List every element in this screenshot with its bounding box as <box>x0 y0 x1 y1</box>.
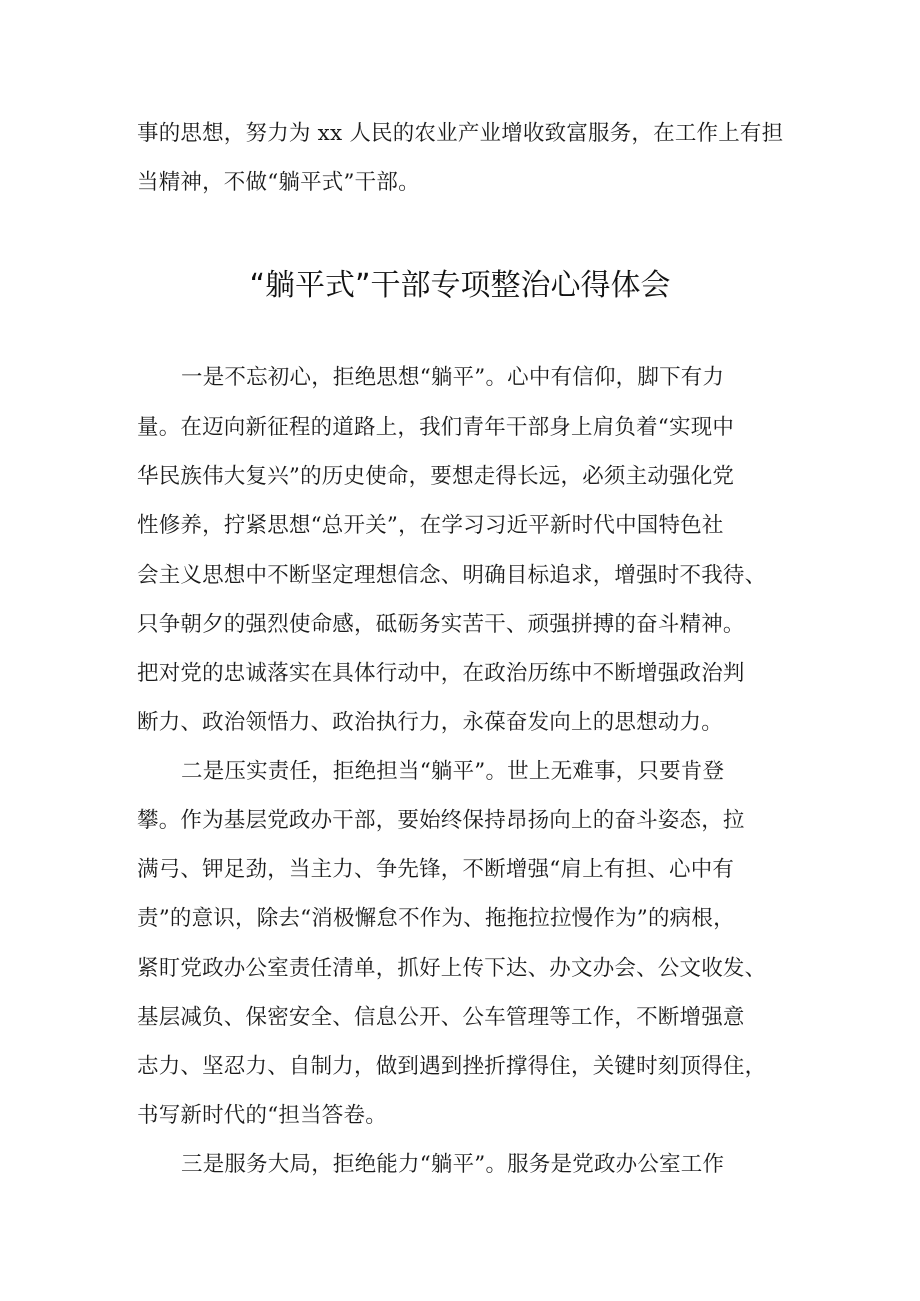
body-text-line: 华民族伟大复兴”的历史使命，要想走得长远，必须主动强化党 <box>137 464 735 489</box>
body-text-line: 满弓、钾足劲，当主力、争先锋，不断增强“肩上有担、心中有 <box>137 857 735 882</box>
body-text-line: 事的思想，努力为 xx 人民的农业产业增收致富服务，在工作上有担 <box>137 121 784 146</box>
body-text-line: 当精神，不做“躺平式”干部。 <box>137 170 420 195</box>
paragraph-first-line: 二是压实责任，拒绝担当“躺平”。世上无难事，只要肯登 <box>181 759 725 784</box>
body-text-line: 责”的意识，除去“消极懈怠不作为、拖拖拉拉慢作为”的病根， <box>137 906 735 931</box>
body-text-line: 基层减负、保密安全、信息公开、公车管理等工作，不断增强意 <box>137 1005 745 1030</box>
body-text-line: 断力、政治领悟力、政治执行力，永葆奋发向上的思想动力。 <box>137 710 723 735</box>
body-text-line: 攀。作为基层党政办干部，要始终保持昂扬向上的奋斗姿态，拉 <box>137 808 745 833</box>
body-text-line: 量。在迈向新征程的道路上，我们青年干部身上肩负着“实现中 <box>137 415 735 440</box>
paragraph-first-line: 三是服务大局，拒绝能力“躺平”。服务是党政办公室工作 <box>181 1152 725 1177</box>
body-text-line: 性修养，拧紧思想“总开关”，在学习习近平新时代中国特色社 <box>137 513 724 538</box>
body-text-line: 只争朝夕的强烈使命感，砥砺务实苦干、顽强拼搏的奋斗精神。 <box>137 612 745 637</box>
body-text-line: 志力、坚忍力、自制力，做到遇到挫折撑得住，关键时刻顶得住， <box>137 1054 767 1079</box>
document-title: “躺平式”干部专项整治心得体会 <box>249 268 671 303</box>
body-text-line: 会主义思想中不断坚定理想信念、明确目标追求，增强时不我待、 <box>137 563 767 588</box>
body-text-line: 把对党的忠诚落实在具体行动中，在政治历练中不断增强政治判 <box>137 661 745 686</box>
body-text-line: 紧盯党政办公室责任清单，抓好上传下达、办文办会、公文收发、 <box>137 956 767 981</box>
body-text-line: 书写新时代的“担当答卷。 <box>137 1103 387 1128</box>
paragraph-first-line: 一是不忘初心，拒绝思想“躺平”。心中有信仰，脚下有力 <box>181 365 725 390</box>
